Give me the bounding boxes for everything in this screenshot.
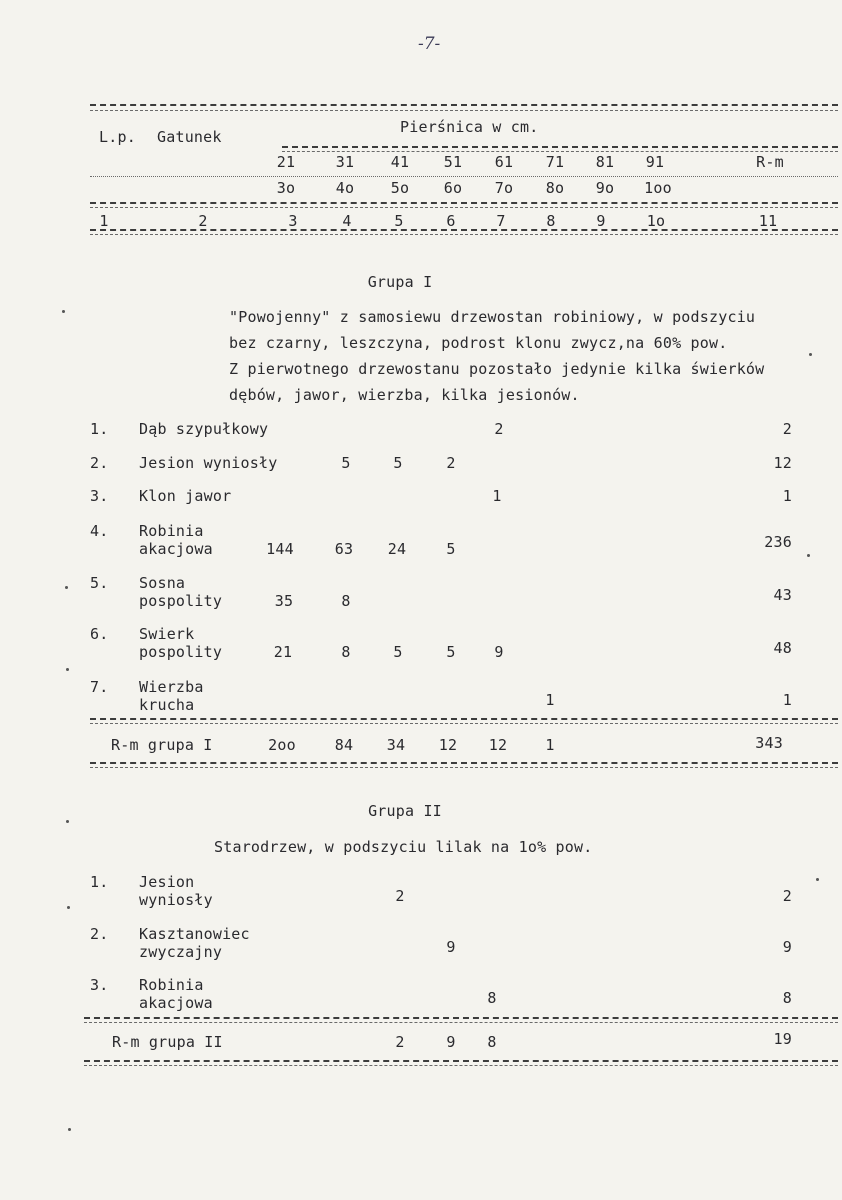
dbh-header: Pierśnica w cm. [400, 118, 539, 136]
sum-cell: 84 [334, 736, 354, 754]
row-total: 2 [782, 420, 792, 438]
row-species-line2: akacjowa [139, 540, 213, 558]
group2-bottom-rule [84, 1060, 838, 1062]
range-to-cell: 3o [276, 179, 296, 197]
sum-cell: 1 [545, 736, 555, 754]
scan-speck [809, 353, 812, 356]
row-cell: 5 [393, 643, 403, 661]
group1-desc-line: "Powojenny" z samosiewu drzewostan robiniowy, w podszyciu [229, 308, 756, 326]
row-total: 9 [782, 938, 792, 956]
row-cell: 1 [545, 691, 555, 709]
row-species: Robinia [139, 522, 204, 540]
header-top-rule-2 [90, 110, 838, 111]
sum-cell: 12 [488, 736, 508, 754]
group1-desc-line: Z pierwotnego drzewostanu pozostało jedynie kilka świerków [229, 360, 765, 378]
row-species: Wierzba [139, 678, 204, 696]
group2-bottom-rule-2 [84, 1065, 838, 1066]
scan-speck [66, 820, 69, 823]
group1-desc-line: bez czarny, leszczyna, podrost klonu zwycz,na 60% pow. [229, 334, 728, 352]
group2-sum-rule [84, 1017, 838, 1019]
column-number: 2 [198, 212, 208, 230]
row-cell: 5 [341, 454, 351, 472]
column-number: 1 [99, 212, 109, 230]
row-species-line2: pospolity [139, 592, 223, 610]
header-span-rule-2 [282, 151, 838, 152]
row-species-line2: akacjowa [139, 994, 213, 1012]
row-species-line2: pospolity [139, 643, 223, 661]
row-lp: 3. [90, 487, 109, 505]
row-total: 12 [773, 454, 792, 472]
range-to-cell: 5o [390, 179, 410, 197]
range-from-cell: 51 [443, 153, 463, 171]
header-span-rule [282, 146, 838, 148]
row-lp: 2. [90, 454, 109, 472]
row-cell: 24 [387, 540, 407, 558]
group1-title: Grupa I [367, 273, 433, 291]
row-species-line2: zwyczajny [139, 943, 223, 961]
range-from-cell: 71 [545, 153, 565, 171]
lp-header: L.p. [99, 128, 136, 146]
sum-cell: 8 [487, 1033, 497, 1051]
scan-speck [66, 668, 69, 671]
range-to-cell: 8o [545, 179, 565, 197]
range-to-cell: 9o [595, 179, 615, 197]
column-number: 7 [496, 212, 506, 230]
sum-cell: 9 [446, 1033, 456, 1051]
row-total: 2 [782, 887, 792, 905]
range-from-cell: 61 [494, 153, 514, 171]
row-cell: 2 [446, 454, 456, 472]
row-species-line2: wyniosły [139, 891, 213, 909]
row-lp: 4. [90, 522, 109, 540]
row-cell: 5 [393, 454, 403, 472]
range-from-cell: 91 [645, 153, 665, 171]
row-cell: 8 [341, 643, 351, 661]
row-species: Sosna [139, 574, 186, 592]
row-species: Jesion wyniosły [139, 454, 278, 472]
row-total: 236 [764, 533, 792, 551]
sum-label: R-m grupa II [112, 1033, 223, 1051]
row-cell: 144 [266, 540, 294, 558]
group1-sum-rule [90, 718, 838, 720]
column-number: 11 [758, 212, 778, 230]
header-top-rule [90, 104, 838, 106]
scan-speck [65, 586, 68, 589]
row-cell: 5 [446, 643, 456, 661]
sum-total: 343 [755, 734, 783, 752]
group1-bottom-rule [90, 762, 838, 764]
column-number: 5 [394, 212, 404, 230]
row-cell: 35 [274, 592, 294, 610]
row-lp: 1. [90, 420, 109, 438]
row-species: Kasztanowiec [139, 925, 250, 943]
row-total: 48 [773, 639, 792, 657]
header-bottom-rule-2 [90, 207, 838, 208]
column-number: 8 [546, 212, 556, 230]
column-number: 6 [446, 212, 456, 230]
row-cell: 8 [341, 592, 351, 610]
total-header: R-m [756, 153, 784, 171]
scan-speck [816, 878, 819, 881]
row-total: 43 [773, 586, 792, 604]
group2-sum-rule-2 [84, 1022, 838, 1023]
column-number: 1o [646, 212, 666, 230]
scan-speck [807, 554, 810, 557]
range-from-cell: 21 [276, 153, 296, 171]
row-species: Dąb szypułkowy [139, 420, 269, 438]
row-total: 1 [782, 487, 792, 505]
group2-desc: Starodrzew, w podszyciu lilak na 1o% pow. [214, 838, 593, 856]
column-number: 9 [596, 212, 606, 230]
row-species: Jesion [139, 873, 195, 891]
sum-cell: 12 [438, 736, 458, 754]
row-total: 8 [782, 989, 792, 1007]
row-cell: 2 [494, 420, 504, 438]
row-species: Klon jawor [139, 487, 232, 505]
row-lp: 6. [90, 625, 109, 643]
range-to-cell: 7o [494, 179, 514, 197]
range-from-cell: 81 [595, 153, 615, 171]
header-bottom-rule [90, 202, 838, 204]
row-cell: 1 [492, 487, 502, 505]
colnum-rule-2 [90, 234, 838, 235]
scan-speck [67, 906, 70, 909]
row-lp: 5. [90, 574, 109, 592]
group1-bottom-rule-2 [90, 767, 838, 768]
range-from-cell: 31 [335, 153, 355, 171]
range-to-cell: 1oo [644, 179, 672, 197]
row-species-line2: krucha [139, 696, 195, 714]
row-cell: 21 [273, 643, 293, 661]
row-lp: 2. [90, 925, 109, 943]
sum-cell: 34 [386, 736, 406, 754]
row-total: 1 [782, 691, 792, 709]
row-lp: 3. [90, 976, 109, 994]
species-header: Gatunek [157, 128, 222, 146]
row-lp: 7. [90, 678, 109, 696]
group2-title: Grupa II [368, 802, 442, 820]
range-from-cell: 41 [390, 153, 410, 171]
sum-label: R-m grupa I [111, 736, 213, 754]
group1-sum-rule-2 [90, 723, 838, 724]
row-cell: 9 [494, 643, 504, 661]
sum-total: 19 [773, 1030, 792, 1048]
scan-speck [62, 310, 65, 313]
row-species: Robinia [139, 976, 204, 994]
row-cell: 8 [487, 989, 497, 1007]
row-cell: 9 [446, 938, 456, 956]
page-number: -7- [418, 34, 441, 54]
row-cell: 63 [334, 540, 354, 558]
header-range-rule [90, 176, 838, 177]
sum-cell: 2 [395, 1033, 405, 1051]
row-species: Swierk [139, 625, 195, 643]
range-to-cell: 6o [443, 179, 463, 197]
sum-cell: 2oo [268, 736, 296, 754]
range-to-cell: 4o [335, 179, 355, 197]
column-number: 3 [288, 212, 298, 230]
column-number: 4 [342, 212, 352, 230]
scan-speck [68, 1128, 71, 1131]
row-cell: 2 [395, 887, 405, 905]
group1-desc-line: dębów, jawor, wierzba, kilka jesionów. [229, 386, 580, 404]
row-cell: 5 [446, 540, 456, 558]
row-lp: 1. [90, 873, 109, 891]
